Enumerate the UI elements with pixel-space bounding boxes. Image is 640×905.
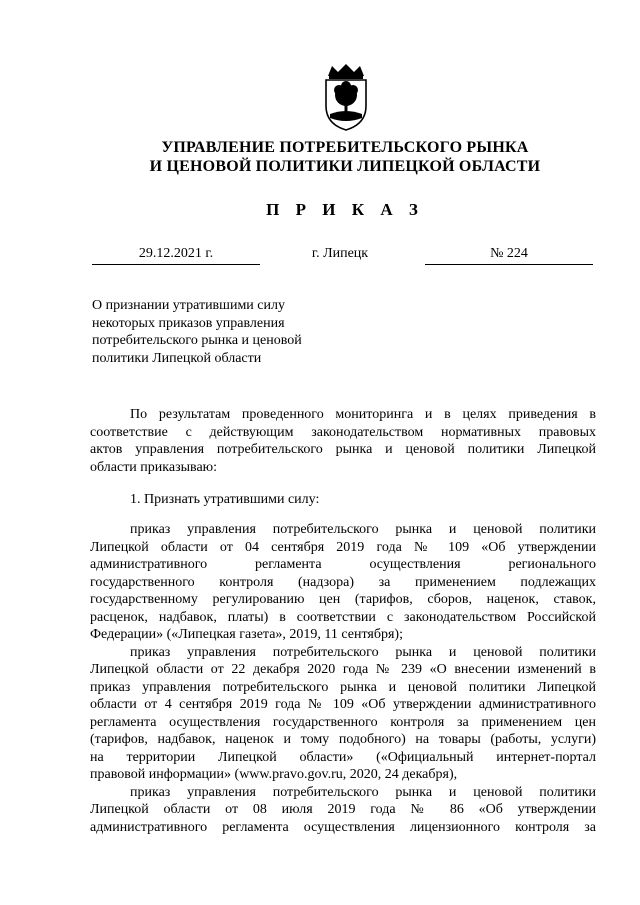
order-list xyxy=(90,521,596,836)
order-date: 29.12.2021 г. xyxy=(92,245,260,265)
text-line: Липецкой области от 04 сентября 2019 года № 109 «Об утверждении xyxy=(90,539,596,555)
order-item-2 xyxy=(90,644,596,784)
text-line: правовой информации» (www.pravo.gov.ru, 2020, 24 декабря), xyxy=(90,767,458,782)
order-item-3 xyxy=(90,784,596,837)
order-item-1 xyxy=(90,521,596,644)
text-line: Федерации» («Липецкая газета», 2019, 11 сентября); xyxy=(90,627,403,642)
order-city: г. Липецк xyxy=(311,246,369,261)
document-title: П Р И К А З xyxy=(266,200,424,219)
order-subject xyxy=(92,297,352,367)
text-line: Липецкой области от 08 июля 2019 года № 86 «Об утверждении xyxy=(90,802,596,817)
intro-paragraph xyxy=(90,406,596,476)
subject-line: некоторых приказов управления xyxy=(92,315,285,331)
text-line: области от 4 сентября 2019 года № 109 «Об утверждении административного xyxy=(90,697,596,712)
text-line: приказ управления потребительского рынка и ценовой политики xyxy=(130,784,596,800)
text-line: на территории Липецкой области» («Официальный интернет-портал xyxy=(90,749,596,765)
subject-line: политики Липецкой области xyxy=(92,350,262,366)
coat-of-arms-icon xyxy=(318,62,374,132)
text-line: приказ управления потребительского рынка и ценовой политики xyxy=(130,522,596,537)
text-line: государственного контроля (надзора) за применением подлежащих xyxy=(90,574,596,590)
organization-name-line2: И ЦЕНОВОЙ ПОЛИТИКИ ЛИПЕЦКОЙ ОБЛАСТИ xyxy=(149,158,541,175)
text-line: Липецкой области от 22 декабря 2020 года № 239 «О внесении изменений в xyxy=(90,662,596,677)
text-line: области приказываю: xyxy=(90,459,218,475)
text-line: административного регламента осуществления лицензионного контроля за xyxy=(90,819,596,835)
text-line: (тарифов, надбавок, наценок и тому подобного) на товары (работы, услуги) xyxy=(90,732,596,747)
subject-line: потребительского рынка и ценовой xyxy=(92,333,302,348)
order-number: № 224 xyxy=(425,245,593,265)
text-line: приказ управления потребительского рынка и ценовой политики xyxy=(130,644,596,660)
organization-name-line1: УПРАВЛЕНИЕ ПОТРЕБИТЕЛЬСКОГО РЫНКА xyxy=(161,139,529,156)
text-line: приказ управления потребительского рынка и ценовой политики Липецкой xyxy=(90,679,596,695)
text-line: По результатам проведенного мониторинга и в целях приведения в xyxy=(130,407,596,422)
text-line: административного регламента осуществления регионального xyxy=(90,557,596,572)
item-1-heading xyxy=(90,491,596,509)
text-line: 1. Признать утратившими силу: xyxy=(130,492,320,507)
text-line: актов управления потребительского рынка и ценовой политики Липецкой xyxy=(90,442,596,457)
text-line: соответствие с действующим законодательством нормативных правовых xyxy=(90,424,596,440)
subject-line: О признании утратившими силу xyxy=(92,298,285,313)
text-line: государственному регулированию цен (тарифов, сборов, наценок, ставок, xyxy=(90,592,596,607)
text-line: регламента осуществления государственного контроля за применением цен xyxy=(90,714,596,730)
text-line: расценок, надбавок, платы) в соответствии с законодательством Российской xyxy=(90,609,596,625)
